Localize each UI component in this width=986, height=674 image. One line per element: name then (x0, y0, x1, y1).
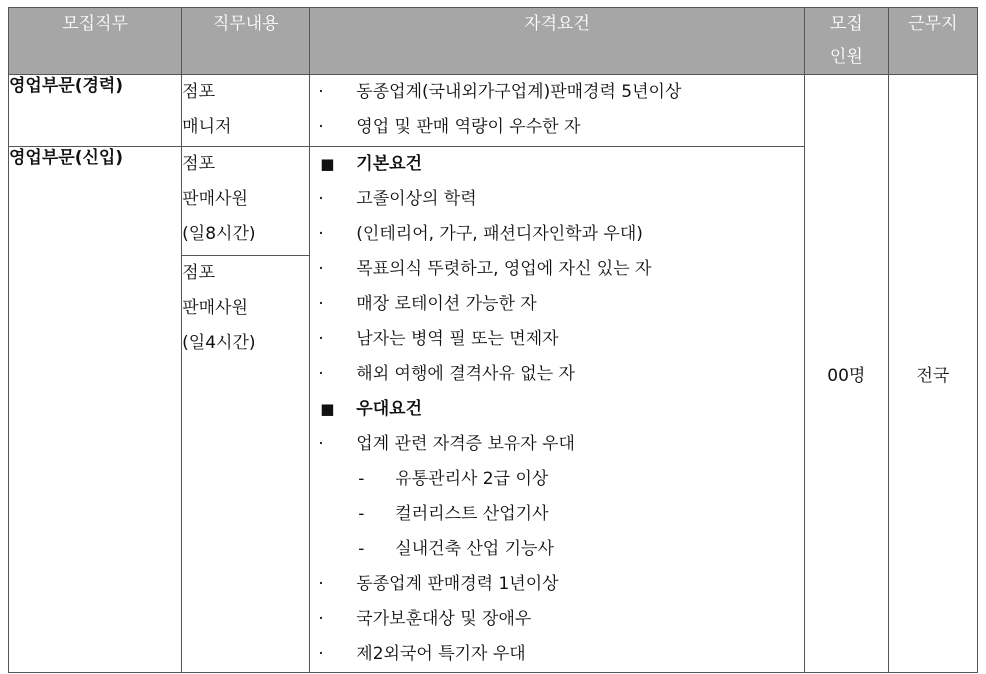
req-text: 업계 관련 자격증 보유자 우대 (356, 434, 575, 454)
bullet-icon: · (318, 294, 324, 314)
table-header-row (9, 8, 978, 75)
desc-line: 점포 (182, 82, 216, 102)
req-item (310, 110, 804, 145)
bullet-icon: · (318, 117, 324, 137)
req-item (310, 602, 804, 637)
req-text: 매장 로테이션 가능한 자 (356, 294, 537, 314)
req-text: 해외 여행에 결격사유 없는 자 (356, 364, 575, 384)
req-career (310, 75, 805, 147)
req-text: 유통관리사 2급 이상 (395, 469, 549, 489)
req-text: 고졸이상의 학력 (356, 189, 477, 209)
job-career: 영업부문(경력) (9, 75, 182, 147)
header-requirements: 자격요건 (310, 8, 805, 75)
req-item (310, 252, 804, 287)
req-item (310, 147, 804, 182)
req-heading: 기본요건 (356, 154, 422, 174)
req-text: 컬러리스트 산업기사 (395, 504, 549, 524)
bullet-icon: · (318, 574, 324, 594)
req-text: 목표의식 뚜렷하고, 영업에 자신 있는 자 (356, 259, 652, 279)
desc-new-4h (182, 255, 310, 672)
bullet-icon: · (318, 609, 324, 629)
req-text: 실내건축 산업 기능사 (395, 539, 554, 559)
recruitment-table (8, 7, 978, 673)
req-heading: 우대요건 (356, 399, 422, 419)
req-item (310, 637, 804, 672)
req-text: 제2외국어 특기자 우대 (356, 644, 526, 664)
req-subitem (310, 462, 804, 497)
recruit-count: 00명 (804, 75, 888, 673)
dash-icon: - (358, 469, 365, 489)
desc-line: 점포 (182, 262, 216, 283)
dash-icon: - (358, 504, 365, 524)
req-text: 동종업계 판매경력 1년이상 (356, 574, 559, 594)
req-item (310, 182, 804, 217)
desc-line: 매니저 (182, 117, 232, 137)
bullet-icon: · (318, 434, 324, 454)
square-bullet-icon: ■ (320, 400, 335, 418)
bullet-icon: · (318, 644, 324, 664)
req-item (310, 75, 804, 110)
req-text: 남자는 병역 필 또는 면제자 (356, 329, 559, 349)
req-item (310, 287, 804, 322)
req-new (310, 147, 805, 673)
table-row-career (9, 75, 978, 147)
desc-line: 판매사원 (182, 189, 248, 209)
desc-line: (일8시간) (182, 224, 256, 244)
job-new: 영업부문(신입) (9, 147, 182, 673)
header-count: 모집 인원 (804, 8, 888, 75)
req-item (310, 392, 804, 427)
header-job: 모집직무 (9, 8, 182, 75)
req-subitem (310, 497, 804, 532)
req-item (310, 322, 804, 357)
req-item (310, 357, 804, 392)
req-item (310, 567, 804, 602)
bullet-icon: · (318, 259, 324, 279)
desc-career (182, 75, 310, 147)
req-item (310, 217, 804, 252)
req-text: 국가보훈대상 및 장애우 (356, 609, 532, 629)
req-text: (인테리어, 가구, 패션디자인학과 우대) (356, 224, 643, 244)
req-subitem (310, 532, 804, 567)
req-text: 동종업계(국내외가구업계)판매경력 5년이상 (356, 82, 682, 102)
desc-new-8h (182, 147, 310, 256)
req-text: 영업 및 판매 역량이 우수한 자 (356, 117, 581, 137)
desc-line: (일4시간) (182, 332, 256, 353)
req-item (310, 427, 804, 462)
bullet-icon: · (318, 224, 324, 244)
bullet-icon: · (318, 189, 324, 209)
bullet-icon: · (318, 364, 324, 384)
dash-icon: - (358, 539, 365, 559)
bullet-icon: · (318, 82, 324, 102)
desc-line: 점포 (182, 154, 216, 174)
square-bullet-icon: ■ (320, 155, 335, 173)
work-location: 전국 (888, 75, 977, 673)
bullet-icon: · (318, 329, 324, 349)
header-location: 근무지 (888, 8, 977, 75)
desc-line: 판매사원 (182, 297, 248, 318)
header-desc: 직무내용 (182, 8, 310, 75)
